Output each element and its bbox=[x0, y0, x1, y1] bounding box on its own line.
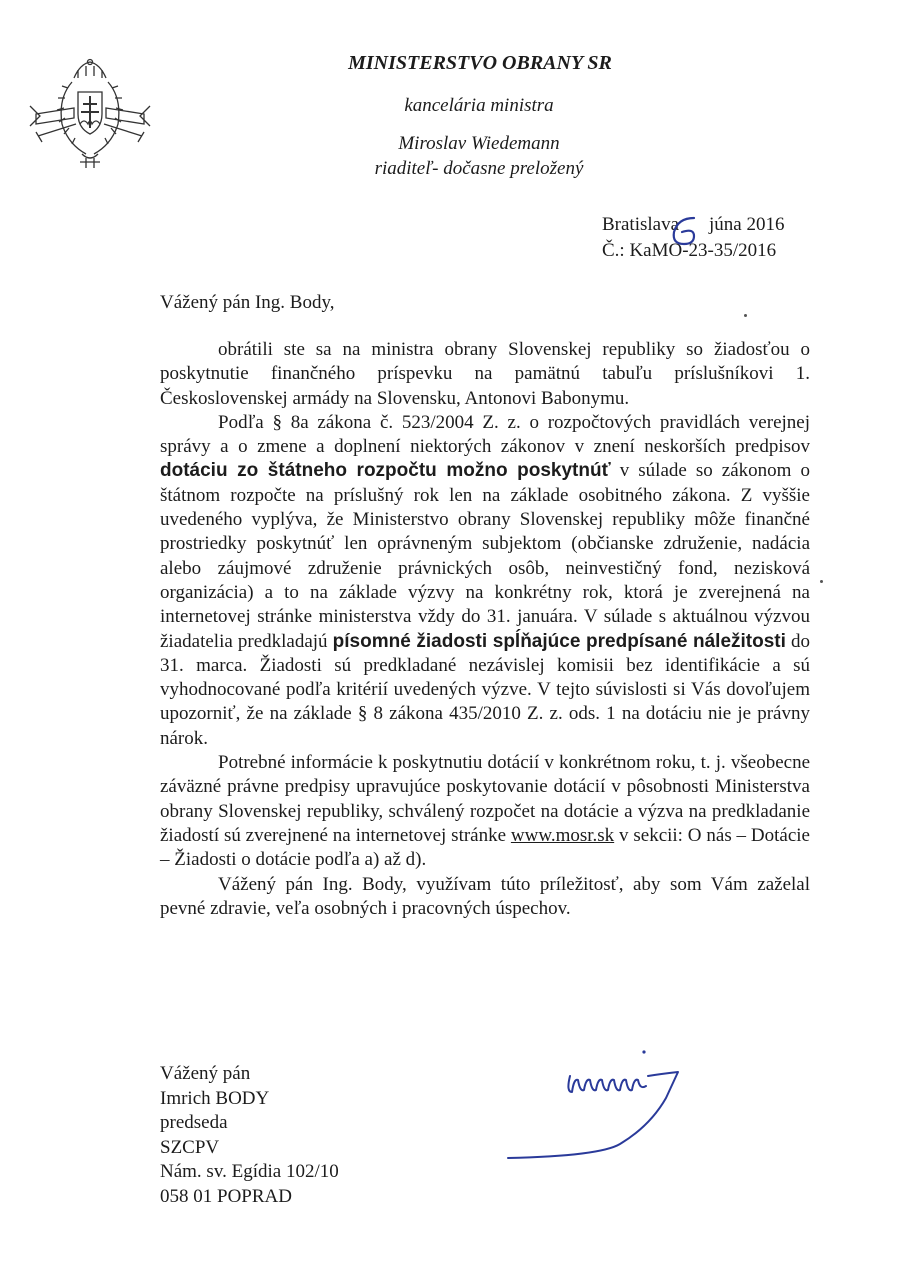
address-line: Vážený pán bbox=[160, 1063, 251, 1084]
salutation: Vážený pán Ing. Body, bbox=[160, 292, 335, 313]
address-line: predseda bbox=[160, 1112, 228, 1133]
office-name: kancelária ministra bbox=[404, 95, 554, 116]
recipient-address bbox=[160, 1062, 339, 1209]
handwritten-day-number bbox=[664, 212, 708, 252]
ministry-website-link[interactable]: www.mosr.sk bbox=[510, 824, 615, 846]
paragraph-legal bbox=[160, 411, 810, 751]
paragraph-info-text-1: Potrebné informácie k poskytnutiu dotácií v konkrétnom roku, t. j. všeobecne záväzné právne predpisy upravujúce poskytovanie dotácií v pôsobnosti Ministerstva obrany Slovenskej republiky, schválený rozpočet na dotácie a výzva na predkladanie žiadostí sú zverejnené na internetovej stránke bbox=[160, 752, 810, 846]
address-line: 058 01 POPRAD bbox=[160, 1185, 292, 1207]
paragraph-legal-bold-1: dotáciu zo štátneho rozpočtu možno poskytnúť bbox=[160, 460, 611, 482]
paragraph-info-text-2: v sekcii: O nás – Dotácie – Žiadosti o dotácie podľa a) až d). bbox=[160, 824, 810, 871]
reference-prefix: Č.: KaMO bbox=[602, 240, 683, 261]
scan-speck bbox=[820, 580, 823, 583]
paragraph-info bbox=[160, 751, 810, 872]
reference-suffix: -23-35/2016 bbox=[682, 240, 777, 261]
paragraph-legal-bold-2: písomné žiadosti spĺňajúce predpísané náležitosti bbox=[332, 630, 786, 652]
paragraph-legal-text-2: v súlade so zákonom o štátnom rozpočte na príslušný rok len na základe osobitného zákona. Z vyššie uvedeného vyplýva, že Ministerstvo obrany Slovenskej republiky môže finančné prostriedky poskytnúť len oprávneným subjektom (občianske združenie, nadácia alebo záujmové združenie právnických osôb, neinvestičný fond, nezisková organizácia) a to na základe výzvy na konkrétny rok, ktorá je zverejnená na internetovej stránke ministerstva vždy do 31. januára. V súlade s aktuálnou výzvou žiadatelia predkladajú bbox=[160, 460, 810, 652]
sender-name: Miroslav Wiedemann bbox=[398, 133, 560, 154]
address-line: Imrich BODY bbox=[160, 1087, 270, 1109]
handwritten-signature bbox=[500, 1042, 700, 1164]
date-month-year: júna 2016 bbox=[709, 214, 785, 235]
address-line: SZCPV bbox=[160, 1136, 220, 1158]
paragraph-legal-text-3: do 31. marca. Žiadosti sú predkladané nezávislej komisii bez identifikácie a sú vyhodnocované podľa kritérií uvedených výzve. V tejto súvislosti si Vás dovoľujem upozorniť, že na základe § 8 zákona 435/2010 Z. z. ods. 1 na dotáciu nie je právny nárok. bbox=[160, 630, 810, 749]
sender-role: riaditeľ- dočasne preložený bbox=[374, 158, 584, 179]
date-place: Bratislava bbox=[602, 214, 680, 235]
letter-body bbox=[160, 338, 810, 921]
paragraph-closing: Vážený pán Ing. Body, využívam túto príležitosť, aby som Vám zaželal pevné zdravie, veľa osobných i pracovných úspechov. bbox=[160, 873, 810, 919]
paragraph-legal-text-1: Podľa § 8a zákona č. 523/2004 Z. z. o rozpočtových pravidlách verejnej správy a o zmene a doplnení niektorých zákonov v znení neskorších predpisov bbox=[160, 411, 810, 458]
address-line: Nám. sv. Egídia 102/10 bbox=[160, 1161, 339, 1182]
organization-name: MINISTERSTVO OBRANY SR bbox=[348, 52, 612, 74]
scan-speck bbox=[744, 314, 747, 317]
paragraph-request: obrátili ste sa na ministra obrany Slovenskej republiky so žiadosťou o poskytnutie finančného príspevku na pamätnú tabuľu príslušníkovi 1. Československej armády na Slovensku, Antonovi Babonymu. bbox=[160, 339, 810, 409]
